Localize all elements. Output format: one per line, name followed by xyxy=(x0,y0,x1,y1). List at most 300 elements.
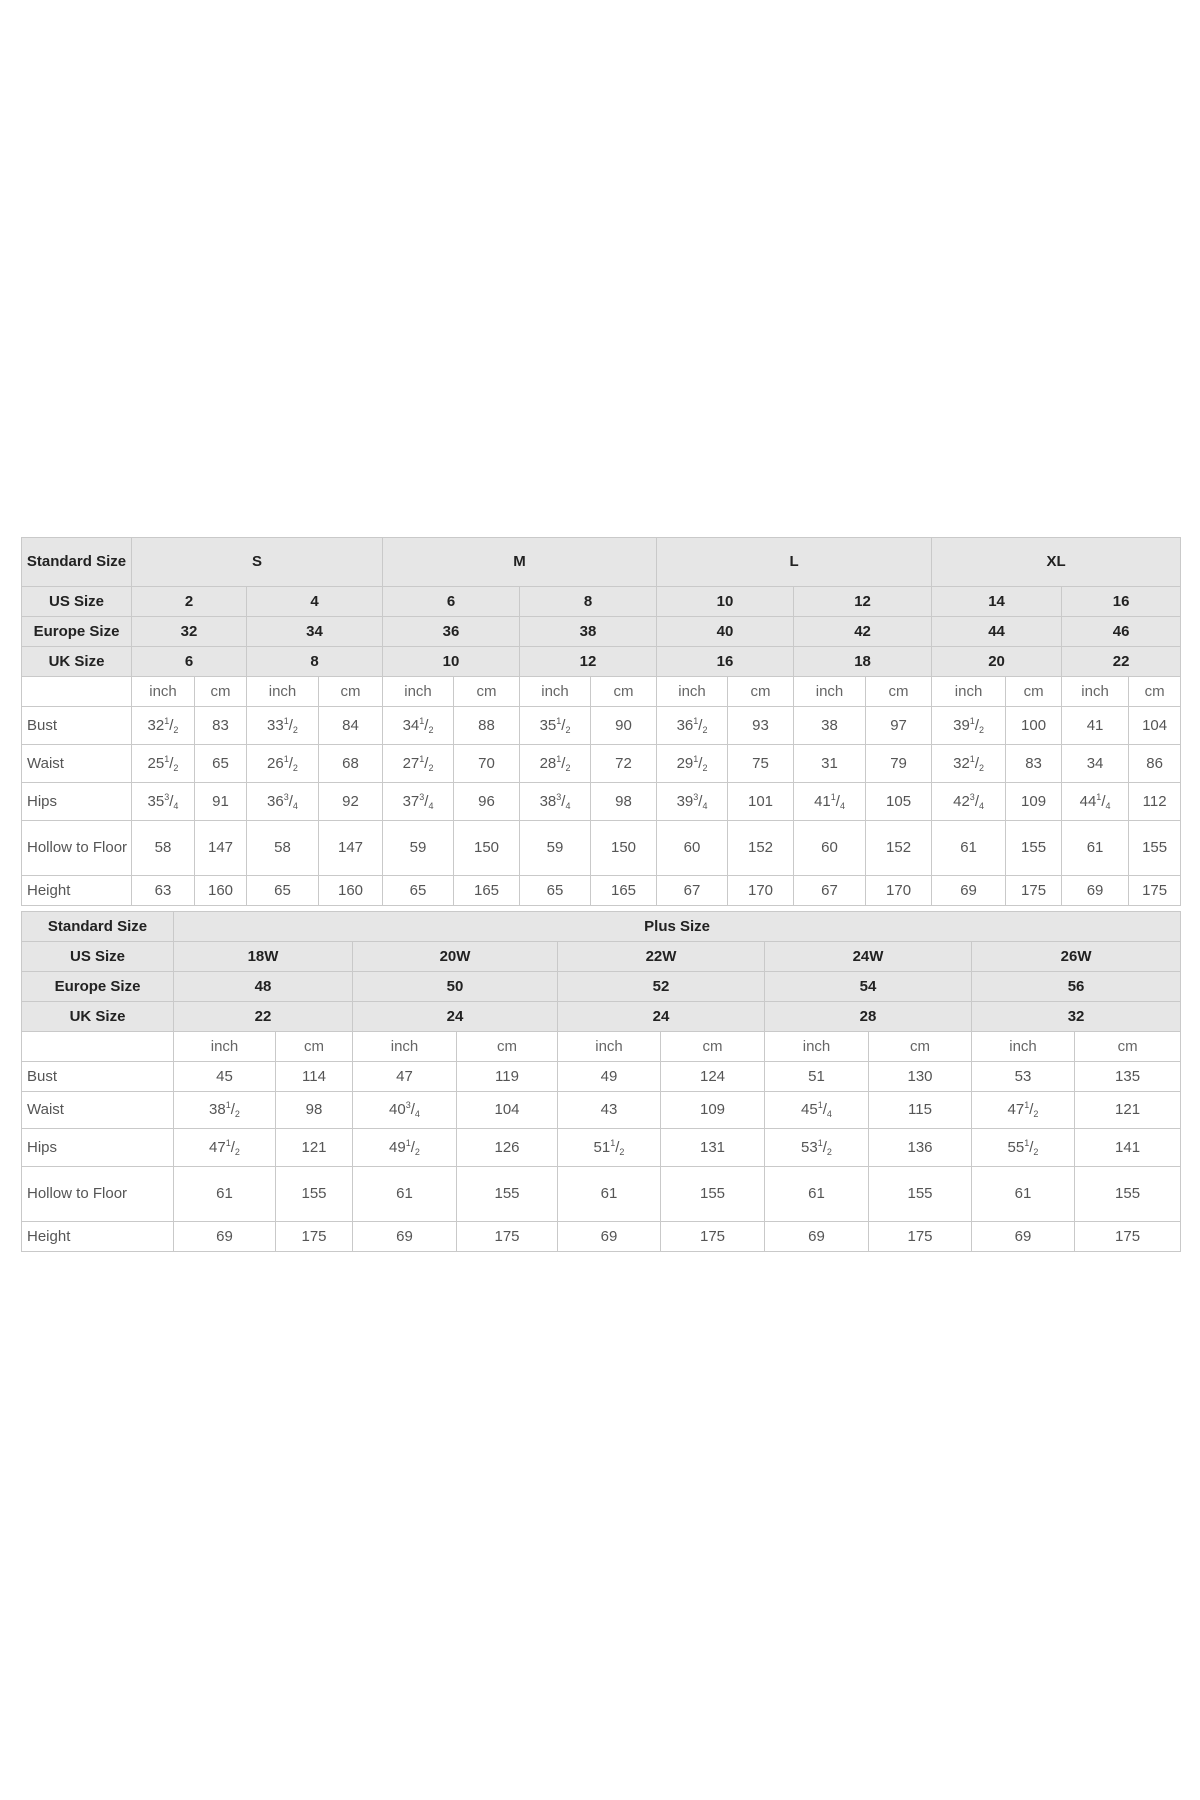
fraction-numerator: 1 xyxy=(225,1137,231,1148)
header-row xyxy=(22,538,1181,587)
fraction-numerator: 1 xyxy=(693,715,699,726)
fraction-numerator: 3 xyxy=(419,791,425,802)
measurement-value: 112 xyxy=(1129,783,1181,821)
fraction-slash: / xyxy=(561,792,566,810)
measurement-label: Height xyxy=(22,876,132,906)
unit-cm: cm xyxy=(1075,1032,1181,1062)
fraction-slash: / xyxy=(974,792,979,810)
measurement-value xyxy=(247,745,319,783)
unit-inch: inch xyxy=(794,677,866,707)
fraction-slash: / xyxy=(561,716,566,734)
measurement-value: 83 xyxy=(195,707,247,745)
fraction-denominator: 2 xyxy=(234,1109,240,1120)
us-size-row xyxy=(22,942,1181,972)
measurement-value: 92 xyxy=(319,783,383,821)
measurement-value xyxy=(383,783,454,821)
measurement-value: 115 xyxy=(869,1092,972,1129)
measurement-value: 175 xyxy=(457,1222,558,1252)
value-whole: 32 xyxy=(953,754,970,772)
fraction-slash: / xyxy=(169,792,174,810)
measurement-value: 61 xyxy=(972,1167,1075,1222)
measurement-value: 175 xyxy=(661,1222,765,1252)
measurement-value: 60 xyxy=(657,821,728,876)
unit-cm: cm xyxy=(195,677,247,707)
measurement-value: 155 xyxy=(276,1167,353,1222)
unit-cm: cm xyxy=(728,677,794,707)
value-whole: 25 xyxy=(147,754,165,772)
fraction-denominator: 2 xyxy=(978,762,984,773)
unit-cm: cm xyxy=(454,677,520,707)
value-whole: 29 xyxy=(676,754,694,772)
measurement-value: 109 xyxy=(661,1092,765,1129)
measurement-value xyxy=(383,707,454,745)
size-value: 18W xyxy=(174,942,353,972)
measurement-label: Hips xyxy=(22,783,132,821)
measurement-value: 124 xyxy=(661,1062,765,1092)
fraction-numerator: 1 xyxy=(419,753,425,764)
size-value: 20W xyxy=(353,942,558,972)
fraction-slash: / xyxy=(424,792,429,810)
plus-size-table xyxy=(21,911,1181,1252)
fraction-numerator: 1 xyxy=(164,715,170,726)
unit-inch: inch xyxy=(1062,677,1129,707)
measurement-value: 165 xyxy=(591,876,657,906)
measurement-value: 98 xyxy=(276,1092,353,1129)
measurement-value: 165 xyxy=(454,876,520,906)
unit-cm: cm xyxy=(457,1032,558,1062)
measurement-value: 104 xyxy=(1129,707,1181,745)
size-value: 32 xyxy=(972,1002,1181,1032)
measurement-value: 131 xyxy=(661,1129,765,1167)
row-header: US Size xyxy=(22,587,132,617)
standard-size-chart xyxy=(21,537,1180,906)
measurement-value xyxy=(1062,783,1129,821)
fraction-denominator: 2 xyxy=(1033,1109,1039,1120)
measurement-value: 47 xyxy=(353,1062,457,1092)
fraction-numerator: 1 xyxy=(1024,1100,1030,1111)
measurement-value xyxy=(247,783,319,821)
fraction-denominator: 4 xyxy=(565,800,571,811)
measurement-value: 61 xyxy=(765,1167,869,1222)
unit-inch: inch xyxy=(132,677,195,707)
value-whole: 37 xyxy=(402,792,420,810)
measurement-value xyxy=(174,1129,276,1167)
value-whole: 34 xyxy=(402,716,420,734)
measurement-value: 119 xyxy=(457,1062,558,1092)
unit-cm: cm xyxy=(319,677,383,707)
size-value: 2 xyxy=(132,587,247,617)
measurement-value: 60 xyxy=(794,821,866,876)
measurement-value xyxy=(132,783,195,821)
measurement-value: 67 xyxy=(794,876,866,906)
fraction-numerator: 1 xyxy=(610,1137,616,1148)
size-value: 8 xyxy=(247,647,383,677)
measurement-value: 61 xyxy=(174,1167,276,1222)
fraction-denominator: 2 xyxy=(428,762,434,773)
measurement-value: 160 xyxy=(195,876,247,906)
measurement-value: 96 xyxy=(454,783,520,821)
measurement-value: 67 xyxy=(657,876,728,906)
size-value: 12 xyxy=(794,587,932,617)
size-value: 40 xyxy=(657,617,794,647)
fraction-denominator: 2 xyxy=(1033,1146,1039,1157)
value-whole: 36 xyxy=(676,716,694,734)
measurement-value: 175 xyxy=(869,1222,972,1252)
measurement-value: 70 xyxy=(454,745,520,783)
unit-inch: inch xyxy=(765,1032,869,1062)
value-whole: 49 xyxy=(389,1138,406,1156)
measurement-value: 141 xyxy=(1075,1129,1181,1167)
fraction-denominator: 2 xyxy=(702,762,708,773)
fraction-denominator: 2 xyxy=(619,1146,625,1157)
value-whole: 38 xyxy=(209,1101,226,1119)
value-whole: 51 xyxy=(593,1138,611,1156)
fraction-denominator: 2 xyxy=(826,1146,832,1157)
measurement-value xyxy=(520,783,591,821)
unit-inch: inch xyxy=(972,1032,1075,1062)
measurement-value xyxy=(932,783,1006,821)
measurement-value: 160 xyxy=(319,876,383,906)
unit-inch: inch xyxy=(353,1032,457,1062)
measurement-value: 135 xyxy=(1075,1062,1181,1092)
unit-inch: inch xyxy=(247,677,319,707)
measurement-value: 31 xyxy=(794,745,866,783)
measurement-value: 49 xyxy=(558,1062,661,1092)
value-whole: 35 xyxy=(539,716,557,734)
fraction-denominator: 4 xyxy=(826,1109,832,1120)
measurement-value xyxy=(353,1129,457,1167)
fraction-slash: / xyxy=(230,1101,235,1119)
size-value: 56 xyxy=(972,972,1181,1002)
measurement-value xyxy=(765,1129,869,1167)
measurement-value: 84 xyxy=(319,707,383,745)
measurement-value: 150 xyxy=(454,821,520,876)
measurement-value: 130 xyxy=(869,1062,972,1092)
corner-label: Standard Size xyxy=(22,912,174,942)
standard-size-table xyxy=(21,537,1181,906)
measurement-row xyxy=(22,707,1181,745)
measurement-value: 101 xyxy=(728,783,794,821)
fraction-slash: / xyxy=(698,792,703,810)
plus-size-chart xyxy=(21,911,1180,1252)
measurement-label: Height xyxy=(22,1222,174,1252)
fraction-denominator: 4 xyxy=(414,1109,420,1120)
value-whole: 27 xyxy=(402,754,420,772)
measurement-value: 38 xyxy=(794,707,866,745)
fraction-numerator: 3 xyxy=(556,791,562,802)
fraction-numerator: 3 xyxy=(969,791,975,802)
fraction-denominator: 4 xyxy=(173,800,179,811)
size-value: 52 xyxy=(558,972,765,1002)
measurement-value: 136 xyxy=(869,1129,972,1167)
measurement-value: 155 xyxy=(1129,821,1181,876)
units-corner xyxy=(22,677,132,707)
row-header: Europe Size xyxy=(22,617,132,647)
fraction-denominator: 4 xyxy=(839,800,845,811)
measurement-value: 79 xyxy=(866,745,932,783)
size-value: 6 xyxy=(132,647,247,677)
header-row xyxy=(22,912,1181,942)
measurement-value: 45 xyxy=(174,1062,276,1092)
unit-cm: cm xyxy=(661,1032,765,1062)
measurement-value: 65 xyxy=(247,876,319,906)
measurement-label: Waist xyxy=(22,745,132,783)
measurement-value xyxy=(383,745,454,783)
measurement-value: 155 xyxy=(1006,821,1062,876)
fraction-numerator: 1 xyxy=(419,715,425,726)
units-corner xyxy=(22,1032,174,1062)
measurement-row xyxy=(22,1092,1181,1129)
fraction-numerator: 1 xyxy=(283,753,289,764)
measurement-value: 93 xyxy=(728,707,794,745)
value-whole: 41 xyxy=(814,792,831,810)
unit-inch: inch xyxy=(174,1032,276,1062)
value-whole: 42 xyxy=(953,792,970,810)
measurement-value: 34 xyxy=(1062,745,1129,783)
fraction-slash: / xyxy=(169,754,174,772)
measurement-value: 61 xyxy=(558,1167,661,1222)
value-whole: 35 xyxy=(147,792,165,810)
unit-inch: inch xyxy=(932,677,1006,707)
measurement-value: 170 xyxy=(728,876,794,906)
measurement-value: 75 xyxy=(728,745,794,783)
size-group-header: L xyxy=(657,538,932,587)
size-value: 22 xyxy=(1062,647,1181,677)
measurement-value: 43 xyxy=(558,1092,661,1129)
measurement-value: 59 xyxy=(383,821,454,876)
measurement-value: 91 xyxy=(195,783,247,821)
measurement-label: Bust xyxy=(22,1062,174,1092)
value-whole: 39 xyxy=(676,792,694,810)
value-whole: 47 xyxy=(1007,1101,1025,1119)
fraction-denominator: 4 xyxy=(702,800,708,811)
fraction-slash: / xyxy=(230,1138,235,1156)
size-value: 36 xyxy=(383,617,520,647)
measurement-value: 152 xyxy=(728,821,794,876)
size-value: 38 xyxy=(520,617,657,647)
measurement-value: 104 xyxy=(457,1092,558,1129)
fraction-numerator: 1 xyxy=(556,715,562,726)
size-value: 16 xyxy=(657,647,794,677)
measurement-value: 61 xyxy=(353,1167,457,1222)
measurement-value: 58 xyxy=(132,821,195,876)
value-whole: 53 xyxy=(801,1138,818,1156)
size-value: 14 xyxy=(932,587,1062,617)
size-value: 34 xyxy=(247,617,383,647)
size-value: 24W xyxy=(765,942,972,972)
size-value: 8 xyxy=(520,587,657,617)
uk-size-row xyxy=(22,647,1181,677)
fraction-slash: / xyxy=(835,792,840,810)
fraction-slash: / xyxy=(1101,792,1106,810)
measurement-value xyxy=(558,1129,661,1167)
measurement-value xyxy=(932,745,1006,783)
fraction-numerator: 1 xyxy=(283,715,289,726)
fraction-denominator: 4 xyxy=(292,800,298,811)
measurement-value: 61 xyxy=(932,821,1006,876)
measurement-value: 65 xyxy=(383,876,454,906)
fraction-numerator: 1 xyxy=(405,1137,411,1148)
fraction-slash: / xyxy=(974,754,979,772)
fraction-slash: / xyxy=(410,1101,415,1119)
measurement-value xyxy=(174,1092,276,1129)
measurement-value: 155 xyxy=(661,1167,765,1222)
measurement-row xyxy=(22,745,1181,783)
measurement-value xyxy=(132,707,195,745)
fraction-numerator: 1 xyxy=(817,1137,823,1148)
measurement-value: 170 xyxy=(866,876,932,906)
value-whole: 36 xyxy=(267,792,284,810)
fraction-slash: / xyxy=(288,754,293,772)
measurement-label: Hips xyxy=(22,1129,174,1167)
measurement-value: 109 xyxy=(1006,783,1062,821)
fraction-slash: / xyxy=(698,716,703,734)
row-header: UK Size xyxy=(22,1002,174,1032)
value-whole: 26 xyxy=(267,754,284,772)
measurement-value: 114 xyxy=(276,1062,353,1092)
size-value: 24 xyxy=(353,1002,558,1032)
measurement-value: 69 xyxy=(1062,876,1129,906)
fraction-numerator: 1 xyxy=(969,715,975,726)
size-group-header: M xyxy=(383,538,657,587)
fraction-denominator: 4 xyxy=(428,800,434,811)
measurement-value xyxy=(972,1092,1075,1129)
fraction-denominator: 2 xyxy=(565,762,571,773)
value-whole: 28 xyxy=(539,754,557,772)
units-row xyxy=(22,1032,1181,1062)
fraction-denominator: 2 xyxy=(173,724,179,735)
fraction-slash: / xyxy=(561,754,566,772)
fraction-slash: / xyxy=(288,716,293,734)
size-value: 20 xyxy=(932,647,1062,677)
measurement-value: 69 xyxy=(558,1222,661,1252)
fraction-slash: / xyxy=(1029,1101,1034,1119)
value-whole: 33 xyxy=(267,716,284,734)
size-value: 28 xyxy=(765,1002,972,1032)
measurement-value xyxy=(132,745,195,783)
value-whole: 47 xyxy=(209,1138,226,1156)
fraction-numerator: 1 xyxy=(225,1100,231,1111)
fraction-numerator: 1 xyxy=(830,791,836,802)
fraction-slash: / xyxy=(288,792,293,810)
measurement-value: 175 xyxy=(1075,1222,1181,1252)
row-header: US Size xyxy=(22,942,174,972)
size-value: 4 xyxy=(247,587,383,617)
size-value: 44 xyxy=(932,617,1062,647)
size-group-header: S xyxy=(132,538,383,587)
size-value: 22W xyxy=(558,942,765,972)
fraction-denominator: 4 xyxy=(1105,800,1111,811)
size-value: 42 xyxy=(794,617,932,647)
measurement-value: 121 xyxy=(1075,1092,1181,1129)
fraction-denominator: 2 xyxy=(978,724,984,735)
measurement-value: 68 xyxy=(319,745,383,783)
fraction-denominator: 2 xyxy=(702,724,708,735)
measurement-value: 147 xyxy=(319,821,383,876)
measurement-value: 58 xyxy=(247,821,319,876)
measurement-value: 100 xyxy=(1006,707,1062,745)
size-value: 54 xyxy=(765,972,972,1002)
size-value: 32 xyxy=(132,617,247,647)
fraction-slash: / xyxy=(424,754,429,772)
measurement-value: 147 xyxy=(195,821,247,876)
value-whole: 55 xyxy=(1007,1138,1025,1156)
size-value: 46 xyxy=(1062,617,1181,647)
unit-cm: cm xyxy=(1006,677,1062,707)
fraction-slash: / xyxy=(822,1101,827,1119)
measurement-row xyxy=(22,1222,1181,1252)
measurement-value xyxy=(765,1092,869,1129)
corner-label: Standard Size xyxy=(22,538,132,587)
fraction-denominator: 2 xyxy=(234,1146,240,1157)
measurement-value: 69 xyxy=(932,876,1006,906)
measurement-row xyxy=(22,876,1181,906)
fraction-numerator: 3 xyxy=(164,791,170,802)
size-value: 10 xyxy=(657,587,794,617)
fraction-slash: / xyxy=(822,1138,827,1156)
fraction-numerator: 1 xyxy=(817,1100,823,1111)
size-value: 50 xyxy=(353,972,558,1002)
fraction-numerator: 3 xyxy=(283,791,289,802)
fraction-denominator: 2 xyxy=(414,1146,420,1157)
row-header: Europe Size xyxy=(22,972,174,1002)
fraction-denominator: 2 xyxy=(292,762,298,773)
fraction-slash: / xyxy=(169,716,174,734)
size-value: 16 xyxy=(1062,587,1181,617)
measurement-value: 53 xyxy=(972,1062,1075,1092)
fraction-denominator: 2 xyxy=(173,762,179,773)
measurement-value xyxy=(520,707,591,745)
fraction-numerator: 1 xyxy=(693,753,699,764)
measurement-value xyxy=(657,707,728,745)
value-whole: 44 xyxy=(1079,792,1097,810)
unit-cm: cm xyxy=(276,1032,353,1062)
size-value: 12 xyxy=(520,647,657,677)
fraction-denominator: 2 xyxy=(428,724,434,735)
measurement-value: 152 xyxy=(866,821,932,876)
measurement-value: 83 xyxy=(1006,745,1062,783)
measurement-value: 98 xyxy=(591,783,657,821)
measurement-value: 150 xyxy=(591,821,657,876)
fraction-denominator: 4 xyxy=(978,800,984,811)
measurement-value: 59 xyxy=(520,821,591,876)
unit-cm: cm xyxy=(1129,677,1181,707)
europe-size-row xyxy=(22,972,1181,1002)
measurement-value: 69 xyxy=(174,1222,276,1252)
value-whole: 40 xyxy=(389,1101,406,1119)
fraction-slash: / xyxy=(974,716,979,734)
value-whole: 38 xyxy=(539,792,557,810)
size-value: 10 xyxy=(383,647,520,677)
unit-cm: cm xyxy=(866,677,932,707)
measurement-value: 51 xyxy=(765,1062,869,1092)
fraction-numerator: 1 xyxy=(1024,1137,1030,1148)
fraction-slash: / xyxy=(698,754,703,772)
fraction-slash: / xyxy=(615,1138,620,1156)
measurement-value: 97 xyxy=(866,707,932,745)
size-value: 26W xyxy=(972,942,1181,972)
measurement-value: 155 xyxy=(869,1167,972,1222)
row-header: UK Size xyxy=(22,647,132,677)
measurement-value: 105 xyxy=(866,783,932,821)
measurement-value xyxy=(657,783,728,821)
unit-cm: cm xyxy=(591,677,657,707)
fraction-numerator: 1 xyxy=(1096,791,1102,802)
measurement-value: 175 xyxy=(1006,876,1062,906)
measurement-row xyxy=(22,1062,1181,1092)
fraction-denominator: 2 xyxy=(292,724,298,735)
measurement-value: 175 xyxy=(276,1222,353,1252)
